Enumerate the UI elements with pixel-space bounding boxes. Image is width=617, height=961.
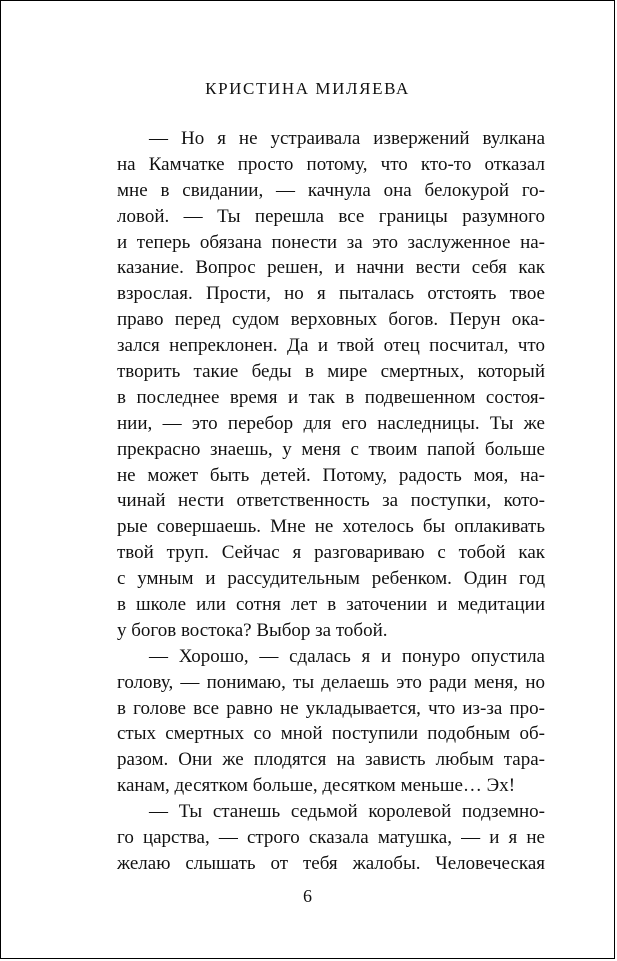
text-line: у богов востока? Выбор за тобой. xyxy=(117,619,388,641)
text-line: ловой. — Ты перешла все границы разумного xyxy=(117,205,545,227)
text-line: не может быть детей. Потому, радость моя, на- xyxy=(117,464,545,486)
text-line: стых смертных со мной поступили подобным об- xyxy=(117,723,545,745)
running-head: КРИСТИНА МИЛЯЕВА xyxy=(205,79,410,98)
text-line: рые совершаешь. Мне не хотелось бы оплакивать xyxy=(117,516,545,538)
text-line: в школе или сотня лет в заточении и медитации xyxy=(117,594,545,616)
text-line: и теперь обязана понести за это заслуженное на- xyxy=(117,231,545,253)
text-line: казание. Вопрос решен, и начни вести себя как xyxy=(117,257,545,279)
text-line: в голове все равно не укладывается, что из-за про- xyxy=(117,697,545,719)
text-line: — Ты станешь седьмой королевой подземно- xyxy=(149,801,545,823)
text-line: желаю слышать от тебя жалобы. Человеческая xyxy=(117,852,545,874)
text-line: голову, — понимаю, ты делаешь это ради меня, но xyxy=(117,671,545,693)
text-line: — Хорошо, — сдалась я и понуро опустила xyxy=(149,645,545,667)
text-line: го царства, — строго сказала матушка, — и я не xyxy=(117,827,545,849)
text-line: мне в свидании, — качнула она белокурой го- xyxy=(117,179,545,201)
text-line: зался непреклонен. Да и твой отец посчитал, что xyxy=(117,335,545,357)
text-line: с умным и рассудительным ребенком. Один год xyxy=(117,568,545,590)
text-line: в последнее время и так в подвешенном состоя- xyxy=(117,386,545,408)
text-line: нии, — это перебор для его наследницы. Ты же xyxy=(117,412,545,434)
text-line: на Камчатке просто потому, что кто-то отказал xyxy=(117,153,545,175)
text-line: чинай нести ответственность за поступки, кото- xyxy=(117,490,545,512)
page-number: 6 xyxy=(303,886,312,906)
text-line: взрослая. Прости, но я пыталась отстоять твое xyxy=(117,283,545,305)
text-line: твой труп. Сейчас я разговариваю с тобой как xyxy=(117,542,545,564)
text-line: — Но я не устраивала извержений вулкана xyxy=(149,128,545,149)
text-line: прекрасно знаешь, у меня с твоим папой больше xyxy=(117,438,545,460)
text-line: канам, десятком больше, десятком меньше… Эх! xyxy=(117,775,516,797)
body-text xyxy=(117,126,545,877)
text-line: творить такие беды в мире смертных, который xyxy=(117,361,545,383)
text-line: разом. Они же плодятся на зависть любым тара- xyxy=(117,749,545,771)
text-line: право перед судом верховных богов. Перун ока- xyxy=(117,309,545,331)
